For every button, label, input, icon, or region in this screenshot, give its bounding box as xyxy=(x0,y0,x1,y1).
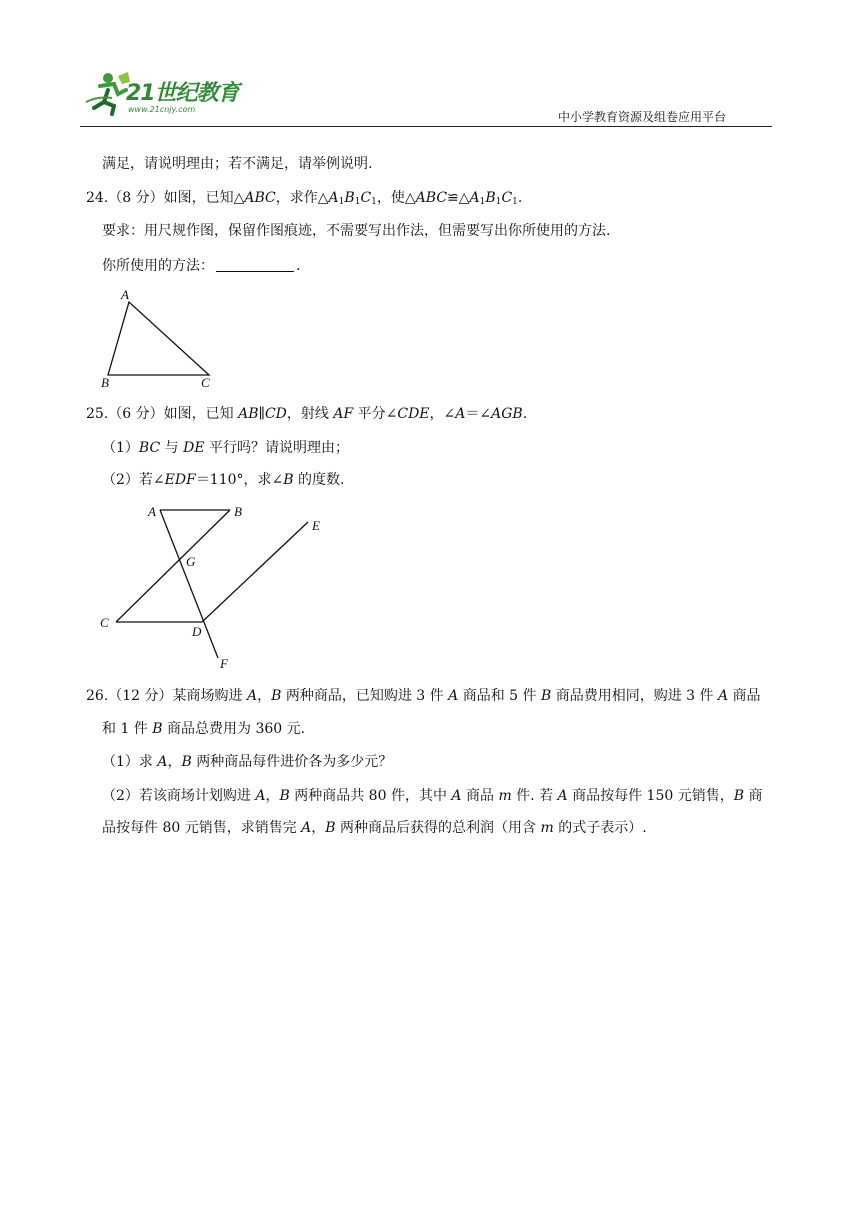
site-logo xyxy=(78,68,258,120)
math-m: m xyxy=(540,820,554,836)
q24-stem xyxy=(86,188,522,212)
math-af: AF xyxy=(333,406,354,422)
header-divider xyxy=(80,126,772,127)
label-g: G xyxy=(186,554,196,569)
text: 两种商品共 80 件，其中 xyxy=(289,788,452,804)
text: ， xyxy=(311,820,326,836)
q25-stem xyxy=(86,404,527,424)
math-a: A xyxy=(448,688,459,704)
q26-part2 xyxy=(102,786,762,806)
q26-part2-cont xyxy=(102,818,647,838)
label-b: B xyxy=(101,375,109,390)
q24-triangle-figure xyxy=(96,284,226,392)
q26-part1 xyxy=(102,752,392,772)
math-a: A xyxy=(255,788,266,804)
text: 商品和 5 件 xyxy=(458,688,541,704)
platform-name: 中小学教育资源及组卷应用平台 xyxy=(558,110,727,124)
math-a: A xyxy=(157,754,168,770)
math-a: A xyxy=(455,406,466,422)
label-c: C xyxy=(100,615,109,630)
text: 商品总费用为 360 元. xyxy=(162,721,306,737)
text: （1） xyxy=(102,440,139,456)
q26-line2 xyxy=(102,719,305,739)
math-b1: B xyxy=(485,190,496,206)
text: 商品 xyxy=(461,788,499,804)
parallel-symbol: ∥ xyxy=(258,406,265,422)
math-abc: ABC xyxy=(415,190,448,206)
triangle-abc xyxy=(108,302,209,375)
math-a: A xyxy=(246,688,258,704)
math-a: A xyxy=(717,688,729,704)
answer-blank[interactable] xyxy=(216,257,294,272)
text: （2）若∠ xyxy=(102,472,165,488)
segment-bc xyxy=(116,510,230,622)
text: ≌△ xyxy=(447,190,470,206)
text: ，求作△ xyxy=(275,190,329,206)
previous-question-tail: 满足，请说明理由；若不满足，请举例说明. xyxy=(102,156,373,172)
text: ， xyxy=(265,788,280,804)
math-bc: BC xyxy=(138,440,161,456)
label-a: A xyxy=(121,287,129,302)
text: ， xyxy=(167,754,182,770)
math-edf: EDF xyxy=(164,472,196,488)
text: ＝∠ xyxy=(465,406,492,422)
ray-de xyxy=(202,522,308,622)
subscript: 1 xyxy=(495,197,502,207)
math-b: B xyxy=(271,688,282,704)
text: 商品费用相同，购进 3 件 xyxy=(551,688,718,704)
math-m: m xyxy=(498,788,512,804)
text: 平分∠ xyxy=(353,406,398,422)
subscript: 1 xyxy=(338,197,345,207)
logo-url: www.21cnjy.com xyxy=(128,105,196,114)
text: 商品按每件 150 元销售， xyxy=(567,788,734,804)
math-b: B xyxy=(325,820,336,836)
text: ，射线 xyxy=(286,406,334,422)
q24-method-line xyxy=(102,256,300,276)
text: （2）若该商场计划购进 xyxy=(102,788,256,804)
math-a: A xyxy=(557,788,568,804)
label-d: D xyxy=(192,624,202,639)
q24-number: 24.（8 分）如图，已知△ xyxy=(86,190,245,206)
q26-line1 xyxy=(86,686,761,706)
math-cd: CD xyxy=(264,406,287,422)
text: . xyxy=(522,406,528,422)
q25-number: 25.（6 分）如图，已知 xyxy=(86,406,239,422)
q26-number: 26.（12 分）某商场购进 xyxy=(86,688,247,704)
q25-figure xyxy=(96,500,336,672)
text: 平行吗？请说明理由； xyxy=(204,440,349,456)
math-b: B xyxy=(733,788,745,804)
text: 件. 若 xyxy=(511,788,558,804)
math-b: B xyxy=(181,754,192,770)
text: 两种商品后获得的总利润（用含 xyxy=(335,820,541,836)
text: 的式子表示）. xyxy=(553,820,647,836)
label-f: F xyxy=(220,656,228,671)
text: . xyxy=(517,190,523,206)
text: （1）求 xyxy=(102,754,158,770)
text: 和 1 件 xyxy=(102,721,153,737)
math-a: A xyxy=(301,820,312,836)
subscript: 1 xyxy=(371,197,377,207)
math-c1: C xyxy=(501,190,513,206)
math-a1: A xyxy=(328,190,339,206)
math-abc: ABC xyxy=(244,190,276,206)
q25-part2 xyxy=(102,470,344,490)
text: 两种商品，已知购进 3 件 xyxy=(281,688,449,704)
math-cde: CDE xyxy=(397,406,430,422)
math-a1: A xyxy=(469,190,480,206)
label-b: B xyxy=(234,504,242,519)
logo-text: 21世纪教育 xyxy=(126,81,239,106)
text: ， xyxy=(257,688,272,704)
text: 品按每件 80 元销售，求销售完 xyxy=(102,820,302,836)
subscript: 1 xyxy=(479,197,486,207)
text: 与 xyxy=(160,440,184,456)
math-b: B xyxy=(283,472,294,488)
math-c1: C xyxy=(360,190,372,206)
subscript: 1 xyxy=(512,197,518,207)
math-b1: B xyxy=(344,190,355,206)
math-a: A xyxy=(451,788,462,804)
text: ，∠ xyxy=(429,406,456,422)
math-de: DE xyxy=(183,440,205,456)
text: 商品 xyxy=(728,688,761,704)
q24-requirement: 要求：用尺规作图，保留作图痕迹，不需要写出作法，但需要写出你所使用的方法. xyxy=(102,223,611,239)
method-label: 你所使用的方法： xyxy=(102,258,214,274)
label-a: A xyxy=(148,504,156,519)
math-ab: AB xyxy=(238,406,259,422)
label-e: E xyxy=(312,518,320,533)
math-b: B xyxy=(152,721,163,737)
text: 的度数. xyxy=(293,472,345,488)
math-agb: AGB xyxy=(491,406,523,422)
math-b: B xyxy=(279,788,290,804)
text: 商 xyxy=(744,788,763,804)
text: ＝110°，求∠ xyxy=(195,472,284,488)
math-b: B xyxy=(540,688,552,704)
label-c: C xyxy=(201,375,210,390)
text: ，使△ xyxy=(376,190,416,206)
q25-part1 xyxy=(102,438,349,458)
ray-af xyxy=(160,510,218,658)
text: 两种商品每件进价各为多少元？ xyxy=(191,754,393,770)
subscript: 1 xyxy=(354,197,361,207)
text: . xyxy=(296,258,301,274)
